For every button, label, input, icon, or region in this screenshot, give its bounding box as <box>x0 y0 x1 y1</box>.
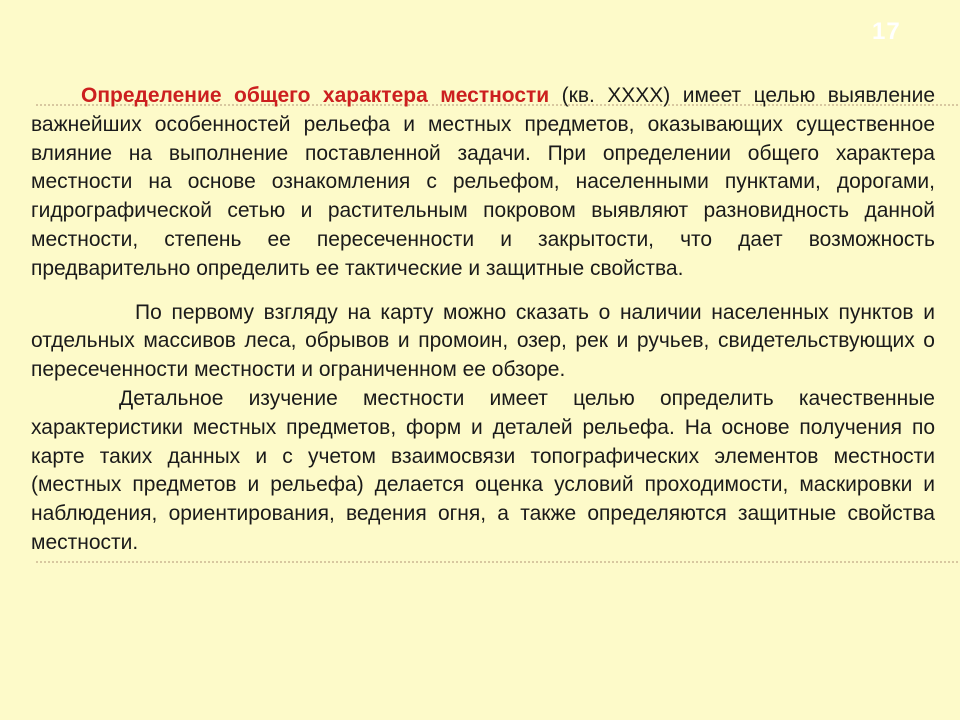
paragraph-text: (кв. XXXX) имеет целью выявление важнейших особенностей рельефа и местных предметов, оказывающих существенное влияние на выполнение поставленной задачи. При определении общего характера местности на основе ознакомления с рельефом, населенными пунктами, дорогами, гидрографической сетью и растительным покровом выявляют разновидность данной местности, степень ее пересеченности и закрытости, что дает возможность предварительно определить ее тактические и защитные свойства. <box>31 84 936 280</box>
paragraph-general-character <box>31 82 935 284</box>
bottom-dotted-divider <box>36 561 958 563</box>
page-number: 17 <box>872 18 901 45</box>
paragraph-heading: Определение общего характера местности <box>81 84 550 107</box>
paragraph-first-glance: По первому взгляду на карту можно сказать о наличии населенных пунктов и отдельных массивов леса, обрывов и промоин, озер, рек и ручьев, свидетельствующих о пересеченности местности и ограниченном ее обзоре. <box>31 300 935 382</box>
slide-body <box>31 82 935 558</box>
paragraph-detailed-study: Детальное изучение местности имеет целью определить качественные характеристики местных предметов, форм и деталей рельефа. На основе получения по карте таких данных и с учетом взаимосвязи топографических элементов местности (местных предметов и рельефа) делается оценка условий проходимости, маскировки и наблюдения, ориентирования, ведения огня, а также определяются защитные свойства местности. <box>31 386 935 554</box>
